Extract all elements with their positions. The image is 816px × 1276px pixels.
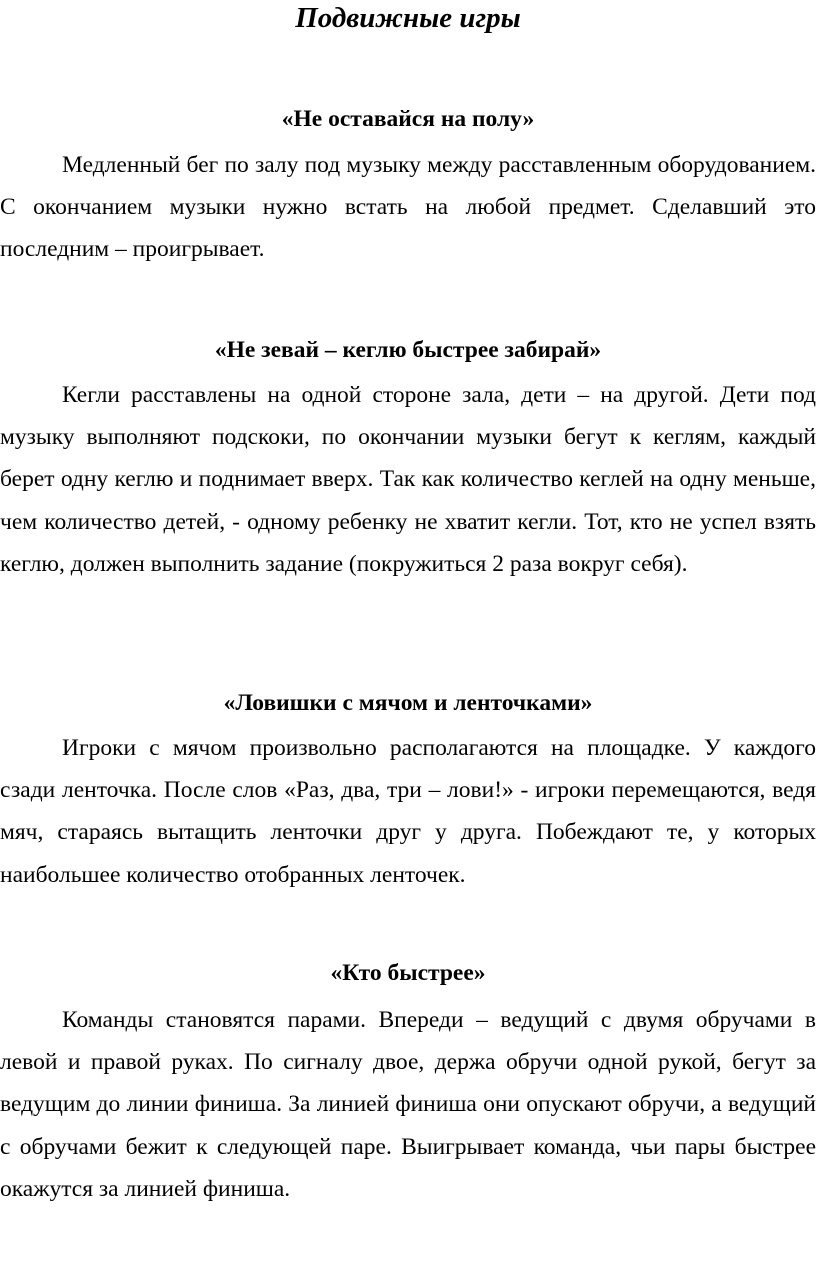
game-heading-3: «Ловишки с мячом и ленточками» xyxy=(223,690,593,716)
game-description-3: Игроки с мячом произвольно располагаются на площадке. У каждого сзади ленточка. После слов «Раз, два, три – лови!» - игроки перемещаются, ведя мяч, стараясь вытащить ленточки друг у друга. Побеждают те, у которых наибольшее количество отобранных ленточек. xyxy=(0,735,816,888)
game-description-4: Команды становятся парами. Впереди – ведущий с двумя обручами в левой и правой руках. По сигналу двое, держа обручи одной рукой, бегут за ведущим до линии финиша. За линией финиша они опускают обручи, а ведущий с обручами бежит к следующей паре. Выигрывает команда, чьи пары быстрее окажутся за линией финиша. xyxy=(0,1007,816,1202)
game-heading-2: «Не зевай – кеглю быстрее забирай» xyxy=(214,337,602,363)
document-title: Подвижные игры xyxy=(295,2,521,34)
game-heading-4: «Кто быстрее» xyxy=(330,960,486,986)
game-heading-1: «Не оставайся на полу» xyxy=(281,106,535,132)
game-description-1: Медленный бег по залу под музыку между расставленным оборудованием. С окончанием музыки нужно встать на любой предмет. Сделавший это последним – проигрывает. xyxy=(0,152,816,263)
game-description-2: Кегли расставлены на одной стороне зала, дети – на другой. Дети под музыку выполняют подскоки, по окончании музыки бегут к кеглям, каждый берет одну кеглю и поднимает вверх. Так как количество кеглей на одну меньше, чем количество детей, - одному ребенку не хватит кегли. Тот, кто не успел взять кеглю, должен выполнить задание (покружиться 2 раза вокруг себя). xyxy=(0,382,816,577)
